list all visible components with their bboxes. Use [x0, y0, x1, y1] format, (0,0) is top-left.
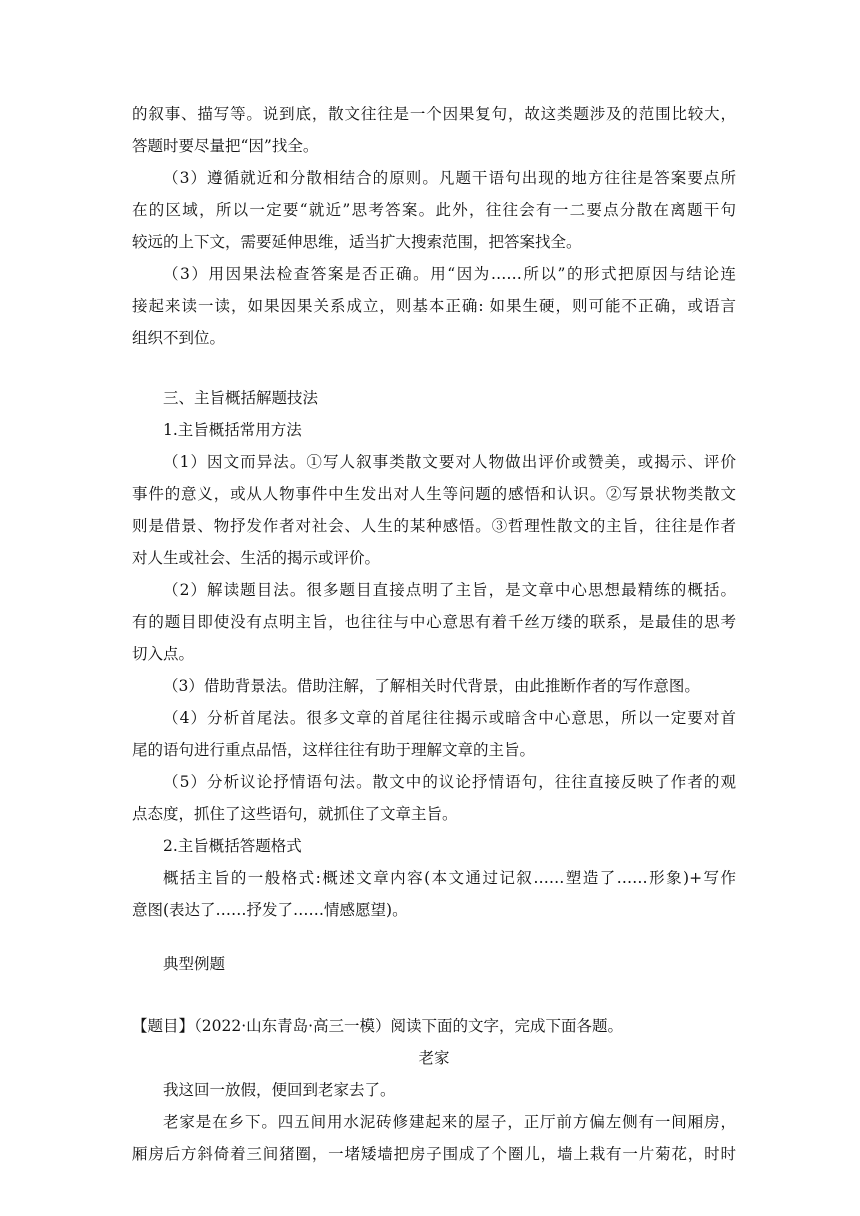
section-heading: 三、主旨概括解题技法 — [163, 389, 319, 407]
paragraph-line: 切入点。 — [132, 645, 195, 663]
paragraph-line: 点态度，抓住了这些语句，就抓住了文章主旨。 — [132, 805, 458, 823]
paragraph-line: （1）因文而异法。①写人叙事类散文要对人物做出评价或赞美，或揭示、评价 — [163, 453, 736, 471]
paragraph-line: 较远的上下文，需要延伸思维，适当扩大搜索范围，把答案找全。 — [132, 233, 582, 251]
paragraph-line: 则是借景、物抒发作者对社会、人生的某种感悟。③哲理性散文的主旨，往往是作者 — [132, 517, 736, 535]
paragraph-line: 意图(表达了……抒发了……情感愿望)。 — [132, 901, 408, 919]
paragraph-line: （2）解读题目法。很多题目直接点明了主旨，是文章中心思想最精练的概括。 — [163, 581, 736, 599]
paragraph-line: 对人生或社会、生活的揭示或评价。 — [132, 549, 381, 567]
subsection-heading: 2.主旨概括答题格式 — [163, 837, 302, 855]
document-page — [132, 98, 736, 1170]
story-title: 老家 — [418, 1049, 450, 1067]
paragraph-line: （3）借助背景法。借助注解，了解相关时代背景，由此推断作者的写作意图。 — [163, 677, 700, 695]
paragraph-line: 事件的意义，或从人物事件中生发出对人生等问题的感悟和认识。②写景状物类散文 — [132, 485, 736, 503]
paragraph-line: 有的题目即使没有点明主旨，也往往与中心意思有着千丝万缕的联系，是最佳的思考 — [132, 613, 736, 631]
example-heading: 典型例题 — [163, 955, 226, 973]
paragraph-line: 老家是在乡下。四五间用水泥砖修建起来的屋子，正厅前方偏左侧有一间厢房， — [163, 1113, 736, 1131]
paragraph-line: 在的区域，所以一定要“就近”思考答案。此外，往往会有一二要点分散在离题干句 — [132, 201, 736, 219]
paragraph-line: 尾的语句进行重点品悟，这样往往有助于理解文章的主旨。 — [132, 741, 536, 759]
paragraph-line: 厢房后方斜倚着三间猪圈，一堵矮墙把房子围成了个圈儿，墙上栽有一片菊花，时时 — [132, 1145, 736, 1163]
paragraph-line: 的叙事、描写等。说到底，散文往往是一个因果复句，故这类题涉及的范围比较大， — [132, 105, 736, 123]
paragraph-line: （5）分析议论抒情语句法。散文中的议论抒情语句，往往直接反映了作者的观 — [163, 773, 736, 791]
paragraph-line: 概括主旨的一般格式:概述文章内容(本文通过记叙……塑造了……形象)+写作 — [163, 869, 736, 887]
paragraph-line: （4）分析首尾法。很多文章的首尾往往揭示或暗含中心意思，所以一定要对首 — [163, 709, 736, 727]
paragraph-line: 答题时要尽量把“因”找全。 — [132, 137, 319, 155]
paragraph-line: 我这回一放假，便回到老家去了。 — [163, 1081, 396, 1099]
paragraph-line: （3）遵循就近和分散相结合的原则。凡题干语句出现的地方往往是答案要点所 — [163, 169, 736, 187]
subsection-heading: 1.主旨概括常用方法 — [163, 421, 302, 439]
paragraph-line: （3）用因果法检查答案是否正确。用“因为……所以”的形式把原因与结论连 — [163, 265, 736, 283]
paragraph-line: 组织不到位。 — [132, 329, 226, 347]
paragraph-line: 接起来读一读，如果因果关系成立，则基本正确: 如果生硬，则可能不正确，或语言 — [132, 297, 736, 315]
question-intro: 【题目】（2022·山东青岛·高三一模）阅读下面的文字，完成下面各题。 — [132, 1017, 624, 1035]
